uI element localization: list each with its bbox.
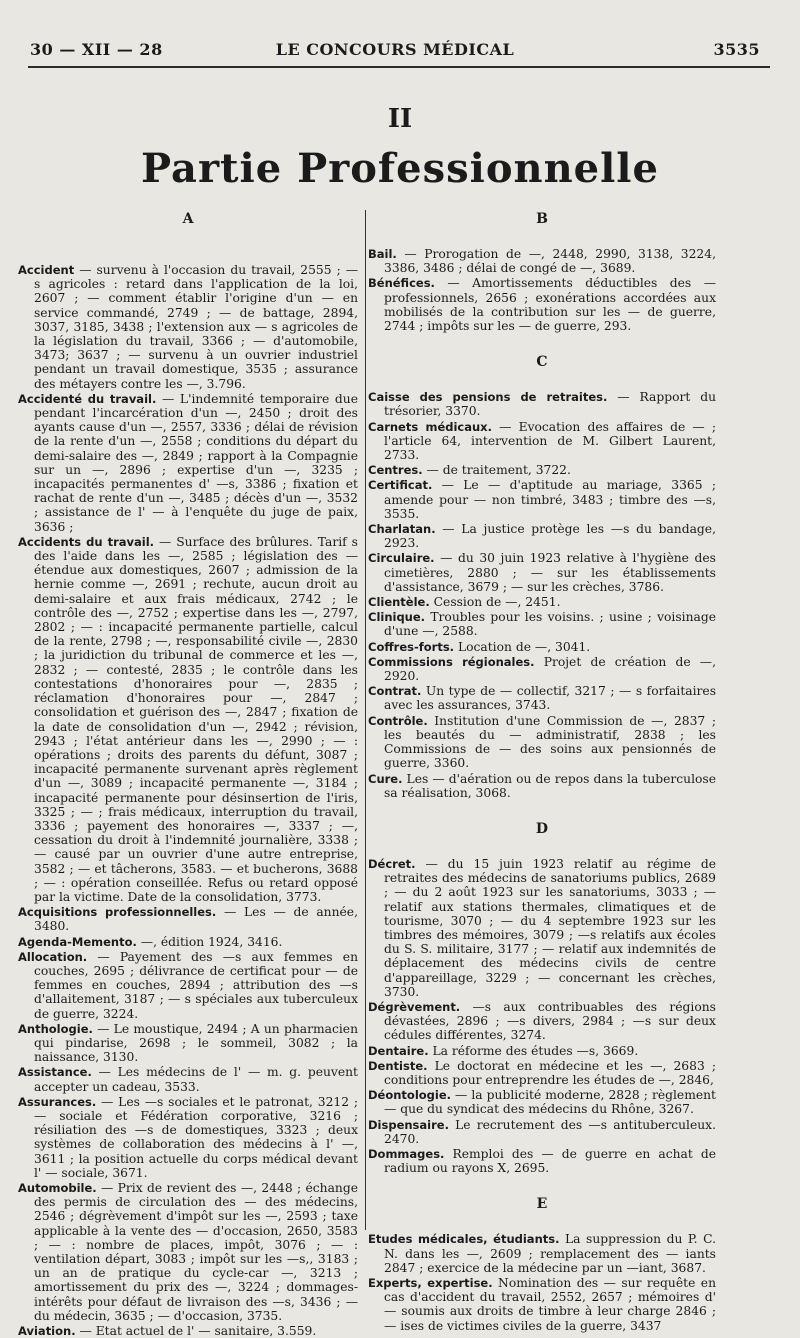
- index-entry: [368, 463, 716, 477]
- index-entry-term: Charlatan.: [368, 522, 436, 537]
- index-entry-term: Agenda-Memento.: [18, 934, 137, 949]
- index-entry: [18, 1181, 358, 1323]
- index-entry-text: Institution d'une Commission de —, 2837 ; les beautés du — administratif, 2838 ; les Commissions de — des soins aux pensionnés de guerre, 3360.: [384, 713, 716, 771]
- index-entry-text: — de traitement, 3722.: [422, 463, 571, 478]
- index-entry-text: Les — d'aération ou de repos dans la tuberculose sa réalisation, 3068.: [384, 771, 716, 800]
- index-entry-term: Dentiste.: [368, 1058, 428, 1073]
- index-entry-term: Contrat.: [368, 684, 422, 699]
- index-entry-text: — Prorogation de —, 2448, 2990, 3138, 3224, 3386, 3486 ; délai de congé de —, 3689.: [384, 247, 716, 276]
- index-entry: [18, 1324, 358, 1338]
- index-entry-text: — du 15 juin 1923 relatif au régime de retraites des médecins de sanatoriums publics, 2689 ; — du 2 août 1923 sur les sanatoriums, 3033 ; — relatif aux stations thermales, climatiques et de tourisme, 3070 ; — du 4 septembre 1923 sur les timbres des mémoires, 3079 ; —s relatifs aux écoles du S. S. militaire, 3177 ; — relatif aux indemnités de déplacement des médecins civils de centre d'appareillage, 3229 ; — concernant les crèches, 3730.: [384, 856, 716, 999]
- index-entry: [368, 1118, 716, 1146]
- index-entry-term: Dispensaire.: [368, 1117, 449, 1132]
- index-entry-text: — Le — d'aptitude au mariage, 3365 ; amende pour — non timbré, 3483 ; timbre des —s, 3535.: [384, 478, 716, 521]
- index-entry-term: Etudes médicales, étudiants.: [368, 1232, 560, 1247]
- index-entry-text: — survenu à l'occasion du travail, 2555 ; — s agricoles : retard dans l'application de la loi, 2607 ; — comment établir l'origine d'un — en service commandé, 2749 ; — de battage, 2894, 3037, 3185, 3438 ; l'extension aux — s agricoles de la législation du travail, 3366 ; — d'automobile, 3473; 3637 ; — survenu à un ouvrier industriel pendant un travail domestique, 3535 ; assurance des métayers contre les —, 3.796.: [34, 263, 358, 391]
- index-entry: [18, 1022, 358, 1065]
- index-entry: [18, 935, 358, 949]
- index-entry-text: Nomination des — sur requête en cas d'accident du travail, 2552, 2657 ; mémoires d' — soumis aux droits de timbre à leur charge 2846 ; — ises de victimes civiles de la guerre, 3437: [384, 1275, 716, 1333]
- index-entry-term: Circulaire.: [368, 551, 435, 566]
- index-entry-term: Assistance.: [18, 1065, 92, 1080]
- left-column: [18, 205, 358, 1338]
- index-entry-text: — Les — de année, 3480.: [34, 905, 358, 934]
- index-entry-term: Automobile.: [18, 1181, 97, 1195]
- index-entry-text: — Surface des brûlures. Tarif s des l'aide dans les —, 2585 ; législation des — étendue aux domestiques, 2607 ; admission de la hernie comme —, 2691 ; rechute, aucun droit au demi-salaire et aux frais médicaux, 2742 ; le contrôle des —, 2752 ; expertise dans les —, 2797, 2802 ; — : incapacité permanente partielle, calcul de la rente, 2798 ; —, responsabilité civile —, 2830 ; la juridiction du tribunal de commerce et les —, 2832 ; — contesté, 2835 ; le contrôle dans les contestations d'honoraires pour —, 2835 ; réclamation d'honoraires pour —, 2847 ; consolidation et guérison des —, 2847 ; fixation de la date de consolidation d'un —, 2942 ; révision, 2943 ; l'état antérieur dans les —, 2990 ; — : opérations ; droits des parents du défunt, 3087 ; incapacité permanente survenant après règlement d'un —, 3089 ; incapacité permanente —, 3184 ; incapacité permanente pour désinsertion de l'iris, 3325 ; — ; frais médicaux, interruption du travail, 3336 ; payement des honoraires —, 3337 ; —, cessation du droit à l'indemnité journalière, 3338 ; — causé par un ouvrier d'une autre entreprise, 3582 ; — et tâcherons, 3583. — et bucherons, 3688 ; — : opération conseillée. Refus ou retard opposé par la victime. Date de la consolidation, 3773.: [34, 534, 358, 904]
- index-entry-text: Troubles pour les voisins. ; usine ; voisinage d'une —, 2588.: [384, 610, 716, 639]
- index-entry: [368, 1276, 716, 1333]
- section-number: II: [387, 104, 413, 134]
- index-entry: [368, 390, 716, 418]
- index-entry-text: Le recrutement des —s antituberculeux. 2470.: [384, 1117, 716, 1146]
- index-entry: [368, 1232, 716, 1275]
- index-entry-term: Acquisitions professionnelles.: [18, 905, 217, 920]
- index-entry-text: — La justice protège les —s du bandage, 2923.: [384, 522, 716, 551]
- right-column: [368, 205, 717, 1333]
- index-entry-text: Projet de création de —, 2920.: [384, 654, 717, 684]
- index-entry-text: — Etat actuel de l' — sanitaire, 3.559.: [75, 1324, 317, 1338]
- index-entry: [368, 551, 716, 594]
- index-entry: [368, 1059, 716, 1087]
- index-entry-term: Clientèle.: [368, 595, 430, 610]
- index-entry: [368, 420, 716, 463]
- index-entry-term: Dégrèvement.: [368, 999, 461, 1014]
- index-entry-text: Remploi des — de guerre en achat de radium ou rayons X, 2695.: [384, 1146, 716, 1176]
- index-entry-text: — Les —s sociales et le patronat, 3212 ; — sociale et Fédération corporative, 3216 ; résiliation des —s de domestiques, 3323 ; deux systèmes de collaboration des médecins à l' —, 3611 ; la position actuelle du corps médical devant l' — sociale, 3671.: [34, 1094, 358, 1180]
- index-entry-term: Bail.: [368, 247, 397, 261]
- section-gap: [368, 801, 716, 815]
- column-divider: [365, 210, 366, 1230]
- index-entry-term: Contrôle.: [368, 713, 428, 728]
- index-entry-text: —, édition 1924, 3416.: [136, 934, 283, 949]
- index-entry-text: — Prix de revient des —, 2448 ; échange des permis de circulation des — des médecins, 2546 ; dégrèvement d'impôt sur les —, 2593 ; taxe applicable à la vente des — d'occasion, 2650, 3583 ; — : nombre de places, impôt, 3076 ; — : ventilation départ, 3083 ; impôt sur les —s,, 3183 ; un an de pratique du cycle-car —, 3213 ; amortissement du prix des —, 3224 ; dommages-intérêts pour défaut de livraison des —s, 3436 ; — du médecin, 3635 ; — d'occasion, 3735.: [34, 1181, 358, 1323]
- index-entry-term: Assurances.: [18, 1094, 97, 1109]
- index-entry-term: Accidenté du travail.: [18, 391, 157, 406]
- index-entry: [368, 684, 716, 712]
- index-entry-term: Déontologie.: [368, 1088, 452, 1103]
- index-entry: [18, 1065, 358, 1093]
- index-entry-text: — Les médecins de l' — m. g. peuvent accepter un cadeau, 3533.: [34, 1065, 358, 1094]
- index-entry-term: Dommages.: [368, 1146, 445, 1161]
- index-entry-term: Coffres-forts.: [368, 639, 455, 654]
- index-entry: [368, 772, 716, 800]
- index-entry: [368, 595, 716, 609]
- index-entry-text: — Rapport du trésorier, 3370.: [384, 390, 716, 419]
- index-entry: [368, 522, 716, 550]
- index-entry-term: Accidents du travail.: [18, 534, 155, 549]
- index-entry-text: —s aux contribuables des régions dévastées, 2896 ; —s divers, 2984 ; —s sur deux cédules différentes, 3274.: [384, 999, 716, 1043]
- index-entry: [368, 1147, 716, 1175]
- index-entry-text: La suppression du P. C. N. dans les —, 2609 ; remplacement des — iants 2847 ; exercice de la médecine par un —iant, 3687.: [384, 1232, 716, 1275]
- header-issue: 30 — XII — 28: [30, 40, 163, 59]
- index-entry-term: Dentaire.: [368, 1043, 429, 1058]
- index-entry-term: Décret.: [368, 856, 416, 871]
- index-letter-c: C: [536, 354, 548, 371]
- index-entry: [368, 1000, 716, 1043]
- index-entry-term: Centres.: [368, 463, 423, 478]
- index-entry: [18, 1095, 358, 1180]
- section-gap: [368, 1176, 716, 1190]
- section-title: Partie Professionnelle: [141, 145, 659, 192]
- index-letter-d: D: [535, 820, 549, 837]
- header-page-number: 3535: [713, 40, 760, 59]
- index-entry: [18, 263, 358, 391]
- running-header: [30, 40, 760, 64]
- index-letter-b: B: [536, 211, 548, 227]
- left-entries: [18, 263, 358, 1338]
- index-entry-text: — Evocation des affaires de — ; l'article 64, intervention de M. Gilbert Laurent, 2733.: [384, 419, 716, 463]
- index-entry-text: — L'indemnité temporaire due pendant l'incarcération d'un —, 2450 ; droit des ayants cause d'un —, 2557, 3336 ; délai de révision de la rente d'un —, 2558 ; conditions du départ du demi-salaire des —, 2849 ; rapport à la Compagnie sur un —, 2896 ; expertise d'un —, 3235 ; incapacités permanentes d' —s, 3386 ; fixation et rachat de rente d'un —, 3485 ; décès d'un —, 3532 ; assistance de l' — à l'enquête du juge de paix, 3636 ;: [34, 391, 358, 534]
- index-entry: [18, 535, 358, 904]
- index-entry: [368, 1088, 716, 1116]
- index-entry-term: Clinique.: [368, 610, 426, 625]
- index-entry-term: Allocation.: [18, 949, 88, 964]
- index-letter-e: E: [536, 1196, 548, 1213]
- section-gap: [368, 334, 716, 348]
- index-entry: [18, 950, 358, 1021]
- index-entry-text: Un type de — collectif, 3217 ; — s forfaitaires avec les assurances, 3743.: [384, 684, 716, 713]
- index-entry: [18, 392, 358, 534]
- index-entry: [368, 478, 716, 521]
- header-journal-title: LE CONCOURS MÉDICAL: [275, 40, 515, 59]
- index-entry-term: Anthologie.: [18, 1021, 93, 1036]
- index-entry-text: — Payement des —s aux femmes en couches, 2695 ; délivrance de certificat pour — de femmes en couches, 2894 ; attribution des —s d'allaitement, 3187 ; — s spéciales aux tuberculeux de guerre, 3224.: [34, 949, 358, 1021]
- index-letter-a: A: [182, 211, 194, 227]
- index-entry-text: — du 30 juin 1923 relative à l'hygiène des cimetières, 2880 ; — sur les établissements d'assistance, 3679 ; — sur les crèches, 3786.: [384, 551, 716, 594]
- index-entry: [18, 905, 358, 933]
- index-entry-term: Aviation.: [18, 1324, 76, 1338]
- index-entry-term: Cure.: [368, 771, 403, 786]
- index-entry: [368, 857, 716, 999]
- index-entry-term: Experts, expertise.: [368, 1275, 493, 1290]
- index-entry: [368, 1044, 716, 1058]
- index-entry-term: Accident: [18, 263, 75, 277]
- index-entry-text: — Le moustique, 2494 ; A un pharmacien qui pindarise, 2698 ; le sommeil, 3082 ; la naissance, 3130.: [34, 1021, 358, 1065]
- index-entry-term: Commissions régionales.: [368, 654, 535, 669]
- index-entry: [368, 276, 716, 333]
- index-entry: [368, 714, 716, 771]
- index-entry-text: Cession de —, 2451.: [429, 595, 561, 610]
- index-entry: [368, 610, 716, 638]
- index-entry-term: Caisse des pensions de retraites.: [368, 390, 608, 405]
- index-entry-text: Le doctorat en médecine et les —, 2683 ; conditions pour entreprendre les études de —, 2846,: [384, 1058, 716, 1087]
- index-entry: [368, 640, 716, 654]
- index-entry-term: Certificat.: [368, 478, 433, 493]
- index-entry-text: — la publicité moderne, 2828 ; règlement — que du syndicat des médecins du Rhône, 3267.: [384, 1088, 716, 1117]
- index-entry-term: Bénéfices.: [368, 276, 435, 291]
- header-rule: [28, 66, 770, 68]
- index-entry-text: — Amortissements déductibles des — professionnels, 2656 ; exonérations accordées aux mobilisés de la contribution sur les — de guerre, 2744 ; impôts sur les — de guerre, 293.: [384, 276, 716, 334]
- index-entry-text: Location de —, 3041.: [454, 639, 591, 654]
- index-entry: [368, 655, 716, 683]
- index-entry-text: La réforme des études —s, 3669.: [428, 1043, 639, 1058]
- index-entry: [368, 247, 716, 275]
- index-entry-term: Carnets médicaux.: [368, 419, 492, 434]
